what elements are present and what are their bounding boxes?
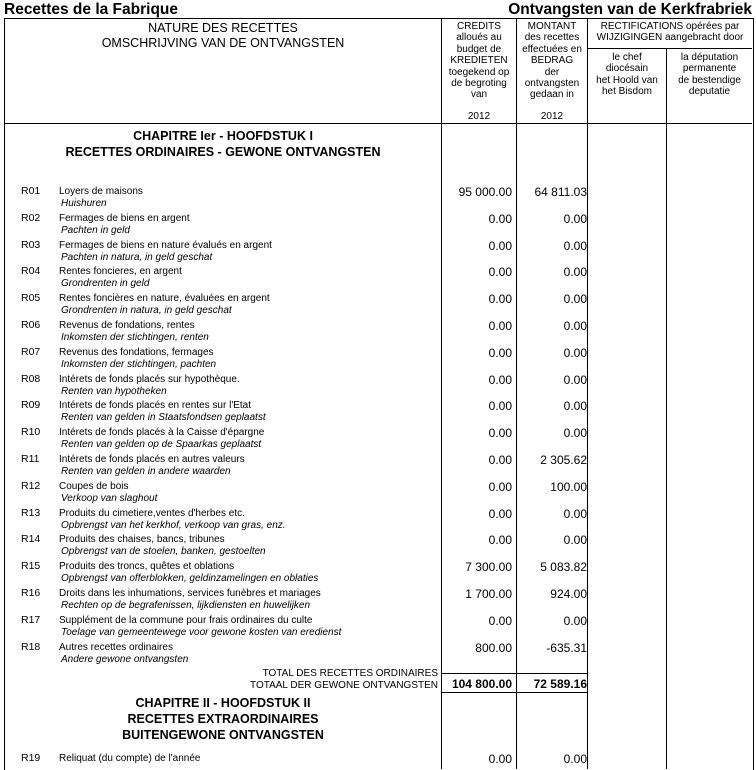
- row-label-fr: Rentes foncières en nature, évaluées en argent: [59, 293, 270, 305]
- row-montant: 0.00: [563, 399, 587, 414]
- row-label-nl: Andere gewone ontvangsten: [61, 653, 189, 665]
- row-label-nl: Pachten in geld: [61, 224, 130, 236]
- row-label-fr: Coupes de bois: [59, 480, 129, 492]
- montant-header-line: der: [544, 66, 560, 78]
- row-credit: 0.00: [488, 211, 512, 226]
- montant-header-line: gedaan in: [530, 89, 574, 101]
- row-montant: 64 811.03: [534, 185, 587, 199]
- total-label-fr: TOTAL DES RECETTES ORDINAIRES: [262, 668, 438, 679]
- montant-header: [517, 21, 587, 101]
- chapter-2-subtitle-nl: BUITENGEWONE ONTVANGSTEN: [122, 728, 324, 742]
- montant-header-line: des recettes: [524, 32, 580, 44]
- row-label-nl: Renten van gelden in Staatsfondsen geplaatst: [61, 412, 266, 424]
- row-label-fr: Reliquat (du compte) de l'année: [59, 753, 201, 764]
- row-montant: 0.00: [563, 533, 587, 548]
- row-label-nl: Verkoop van slaghout: [61, 492, 158, 504]
- row-code: R19: [21, 752, 41, 764]
- row-credit: 0.00: [488, 426, 512, 441]
- row-code: R15: [21, 560, 41, 573]
- row-label-fr: Fermages de biens en argent: [59, 212, 190, 224]
- credits-header: [442, 21, 516, 101]
- credits-header-line: budget de: [456, 43, 502, 55]
- montant-year: 2012: [540, 111, 564, 122]
- total-montant: 72 589.16: [533, 677, 587, 691]
- title-right: Ontvangsten van de Kerkfrabriek: [508, 1, 752, 18]
- column-divider: [666, 49, 667, 769]
- row-montant: 0.00: [563, 292, 587, 307]
- chef-header-line: het Hoold van: [596, 74, 658, 86]
- row-code: R02: [21, 211, 41, 224]
- deputation-header-line: de bestendige: [678, 74, 741, 86]
- row-code: R04: [21, 265, 41, 278]
- row-label-nl: Opbrengst van het kerkhof, verkoop van gras, enz.: [61, 519, 286, 531]
- row-montant: 924.00: [550, 587, 587, 601]
- row-montant: 0.00: [563, 238, 587, 253]
- row-credit: 0.00: [488, 399, 512, 414]
- row-label-nl: Inkomsten der stichtingen, renten: [61, 332, 209, 343]
- row-montant: -635.31: [546, 640, 587, 655]
- row-label-fr: Intérets de fonds placés en rentes sur l'Etat: [59, 400, 252, 412]
- row-credit: 0.00: [488, 319, 512, 333]
- header-bottom-line: [5, 123, 752, 124]
- row-credit: 0.00: [488, 533, 512, 548]
- row-label-fr: Supplément de la commune pour frais ordinaires du culte: [59, 614, 313, 626]
- row-label-fr: Revenus des fondations, fermages: [59, 346, 214, 358]
- credits-header-line: toegekend op: [448, 66, 510, 78]
- chapter-2-title: CHAPITRE II - HOOFDSTUK II: [135, 696, 311, 710]
- row-code: R18: [21, 640, 41, 653]
- row-credit: 0.00: [488, 506, 512, 521]
- title-left: Recettes de la Fabrique: [4, 1, 179, 18]
- row-montant: 0.00: [563, 265, 587, 280]
- chef-header-line: het Bisdom: [601, 86, 653, 98]
- row-credit: 0.00: [488, 265, 512, 280]
- row-montant: 0.00: [563, 211, 587, 226]
- row-credit: 0.00: [488, 479, 512, 494]
- row-code: R17: [21, 613, 41, 626]
- credits-header-line: KREDIETEN: [450, 55, 508, 67]
- row-label-fr: Revenus de fondations, rentes: [59, 320, 195, 331]
- deputation-header-line: permanente: [682, 63, 737, 75]
- row-code: R08: [21, 372, 41, 385]
- row-montant: 0.00: [563, 426, 587, 441]
- row-credit: 0.00: [488, 292, 512, 307]
- chapter-1-title: CHAPITRE Ier - HOOFDSTUK I: [133, 129, 313, 143]
- row-label-fr: Rentes foncieres, en argent: [59, 266, 182, 278]
- row-label-nl: Renten van gelden in andere waarden: [61, 466, 231, 477]
- row-label-nl: Renten van hypotheken: [61, 385, 167, 397]
- row-code: R16: [21, 587, 41, 599]
- row-montant: 2 305.62: [540, 453, 587, 467]
- nature-header-nl: OMSCHRIJVING VAN DE ONTVANGSTEN: [101, 36, 345, 50]
- row-credit: 1 700.00: [465, 587, 512, 601]
- row-label-nl: Huishuren: [61, 198, 107, 209]
- row-label-fr: Produits des chaises, bancs, tribunes: [59, 534, 225, 546]
- row-montant: 0.00: [563, 752, 587, 766]
- row-code: R14: [21, 533, 41, 546]
- rectifications-header-line: WIJZIGINGEN aangebracht door: [596, 32, 744, 44]
- row-label-nl: Pachten in natura, in geld geschat: [61, 251, 213, 263]
- montant-header-line: BEDRAG: [530, 55, 574, 67]
- header-divider: [587, 48, 752, 49]
- row-credit: 0.00: [488, 238, 512, 253]
- credits-header-line: CREDITS: [457, 21, 501, 32]
- deputation-header: [667, 52, 752, 98]
- row-label-nl: Rechten op de begrafenissen, lijkdiensten en huwelijken: [61, 600, 311, 611]
- row-montant: 5 083.82: [540, 560, 587, 575]
- row-code: R03: [21, 238, 41, 251]
- column-divider: [587, 19, 588, 769]
- montant-header-line: MONTANT: [527, 21, 577, 32]
- row-montant: 0.00: [563, 319, 587, 333]
- row-credit: 800.00: [475, 640, 512, 655]
- chef-header-line: le chef: [612, 52, 642, 63]
- row-code: R05: [21, 292, 41, 305]
- row-credit: 0.00: [488, 372, 512, 387]
- nature-header-fr: NATURE DES RECETTES: [148, 21, 298, 35]
- chapter-1-heading: [5, 128, 441, 160]
- chapter-2-subtitle-fr: RECETTES EXTRAORDINAIRES: [127, 712, 319, 726]
- row-code: R10: [21, 426, 41, 439]
- row-code: R09: [21, 399, 41, 412]
- row-montant: 0.00: [563, 613, 587, 628]
- row-credit: 0.00: [488, 613, 512, 628]
- row-montant: 0.00: [563, 372, 587, 387]
- chef-header-line: diocésain: [605, 63, 649, 75]
- credits-header-line: alloués au: [456, 32, 502, 44]
- row-label-fr: Intérets de fonds placés sur hypothèque.: [59, 373, 240, 385]
- row-label-fr: Intérets de fonds placés en autres valeurs: [59, 454, 245, 465]
- column-divider: [441, 19, 442, 769]
- row-label-nl: Opbrengst van offerblokken, geldinzamelingen en oblaties: [61, 573, 319, 585]
- credits-year: 2012: [467, 111, 491, 122]
- chapter-2-heading: [5, 695, 441, 743]
- total-top-line: [441, 673, 587, 674]
- row-montant: 100.00: [550, 479, 587, 494]
- row-label-nl: Grondrenten in natura, in geld geschat: [61, 305, 232, 317]
- total-label-nl: TOTAAL DER GEWONE ONTVANGSTEN: [250, 680, 438, 691]
- row-credit: 95 000.00: [458, 185, 512, 199]
- row-montant: 0.00: [563, 506, 587, 521]
- row-label-fr: Produits des troncs, quêtes et oblations: [59, 561, 235, 573]
- row-montant: 0.00: [563, 345, 587, 360]
- deputation-header-line: deputatie: [688, 86, 731, 98]
- row-label-fr: Autres recettes ordinaires: [59, 641, 173, 653]
- nature-header: [5, 21, 441, 51]
- row-label-nl: Toelage van gemeentewege voor gewone kosten van eredienst: [61, 626, 342, 638]
- row-code: R07: [21, 345, 41, 358]
- row-label-fr: Fermages de biens en nature évalués en argent: [59, 239, 272, 251]
- row-code: R11: [21, 453, 40, 465]
- row-credit: 7 300.00: [465, 560, 512, 575]
- row-credit: 0.00: [488, 752, 512, 766]
- row-code: R06: [21, 319, 41, 331]
- row-credit: 0.00: [488, 453, 512, 467]
- chef-diocesain-header: [588, 52, 666, 98]
- row-label-fr: Loyers de maisons: [59, 186, 143, 197]
- column-divider: [516, 19, 517, 769]
- row-label-fr: Droits dans les inhumations, services funèbres et mariages: [59, 588, 321, 599]
- montant-header-line: effectuées en: [522, 43, 582, 55]
- row-label-nl: Opbrengst van de stoelen, banken, gestoelten: [61, 546, 266, 558]
- chapter-1-subtitle: RECETTES ORDINAIRES - GEWONE ONTVANGSTEN: [65, 145, 381, 159]
- row-label-fr: Intérets de fonds placés à la Caisse d'épargne: [59, 427, 265, 439]
- montant-header-line: ontvangsten: [524, 78, 580, 90]
- rectifications-header: [588, 21, 752, 44]
- total-credit: 104 800.00: [451, 677, 512, 691]
- credits-header-line: van: [470, 89, 488, 101]
- deputation-header-line: la députation: [680, 52, 739, 63]
- row-label-nl: Inkomsten der stichtingen, pachten: [61, 358, 217, 370]
- credits-header-line: de begroting: [451, 78, 507, 90]
- row-credit: 0.00: [488, 345, 512, 360]
- row-code: R12: [21, 479, 41, 492]
- row-label-nl: Grondrenten in geld: [61, 278, 150, 290]
- row-code: R13: [21, 506, 41, 519]
- total-bottom-line: [441, 692, 587, 693]
- row-label-nl: Renten van gelden op de Spaarkas geplaatst: [61, 439, 262, 451]
- rectifications-header-line: RECTIFICATIONS opérées par: [600, 21, 740, 32]
- row-code: R01: [21, 185, 41, 197]
- row-label-fr: Produits du cimetiere,ventes d'herbes etc.: [59, 507, 245, 519]
